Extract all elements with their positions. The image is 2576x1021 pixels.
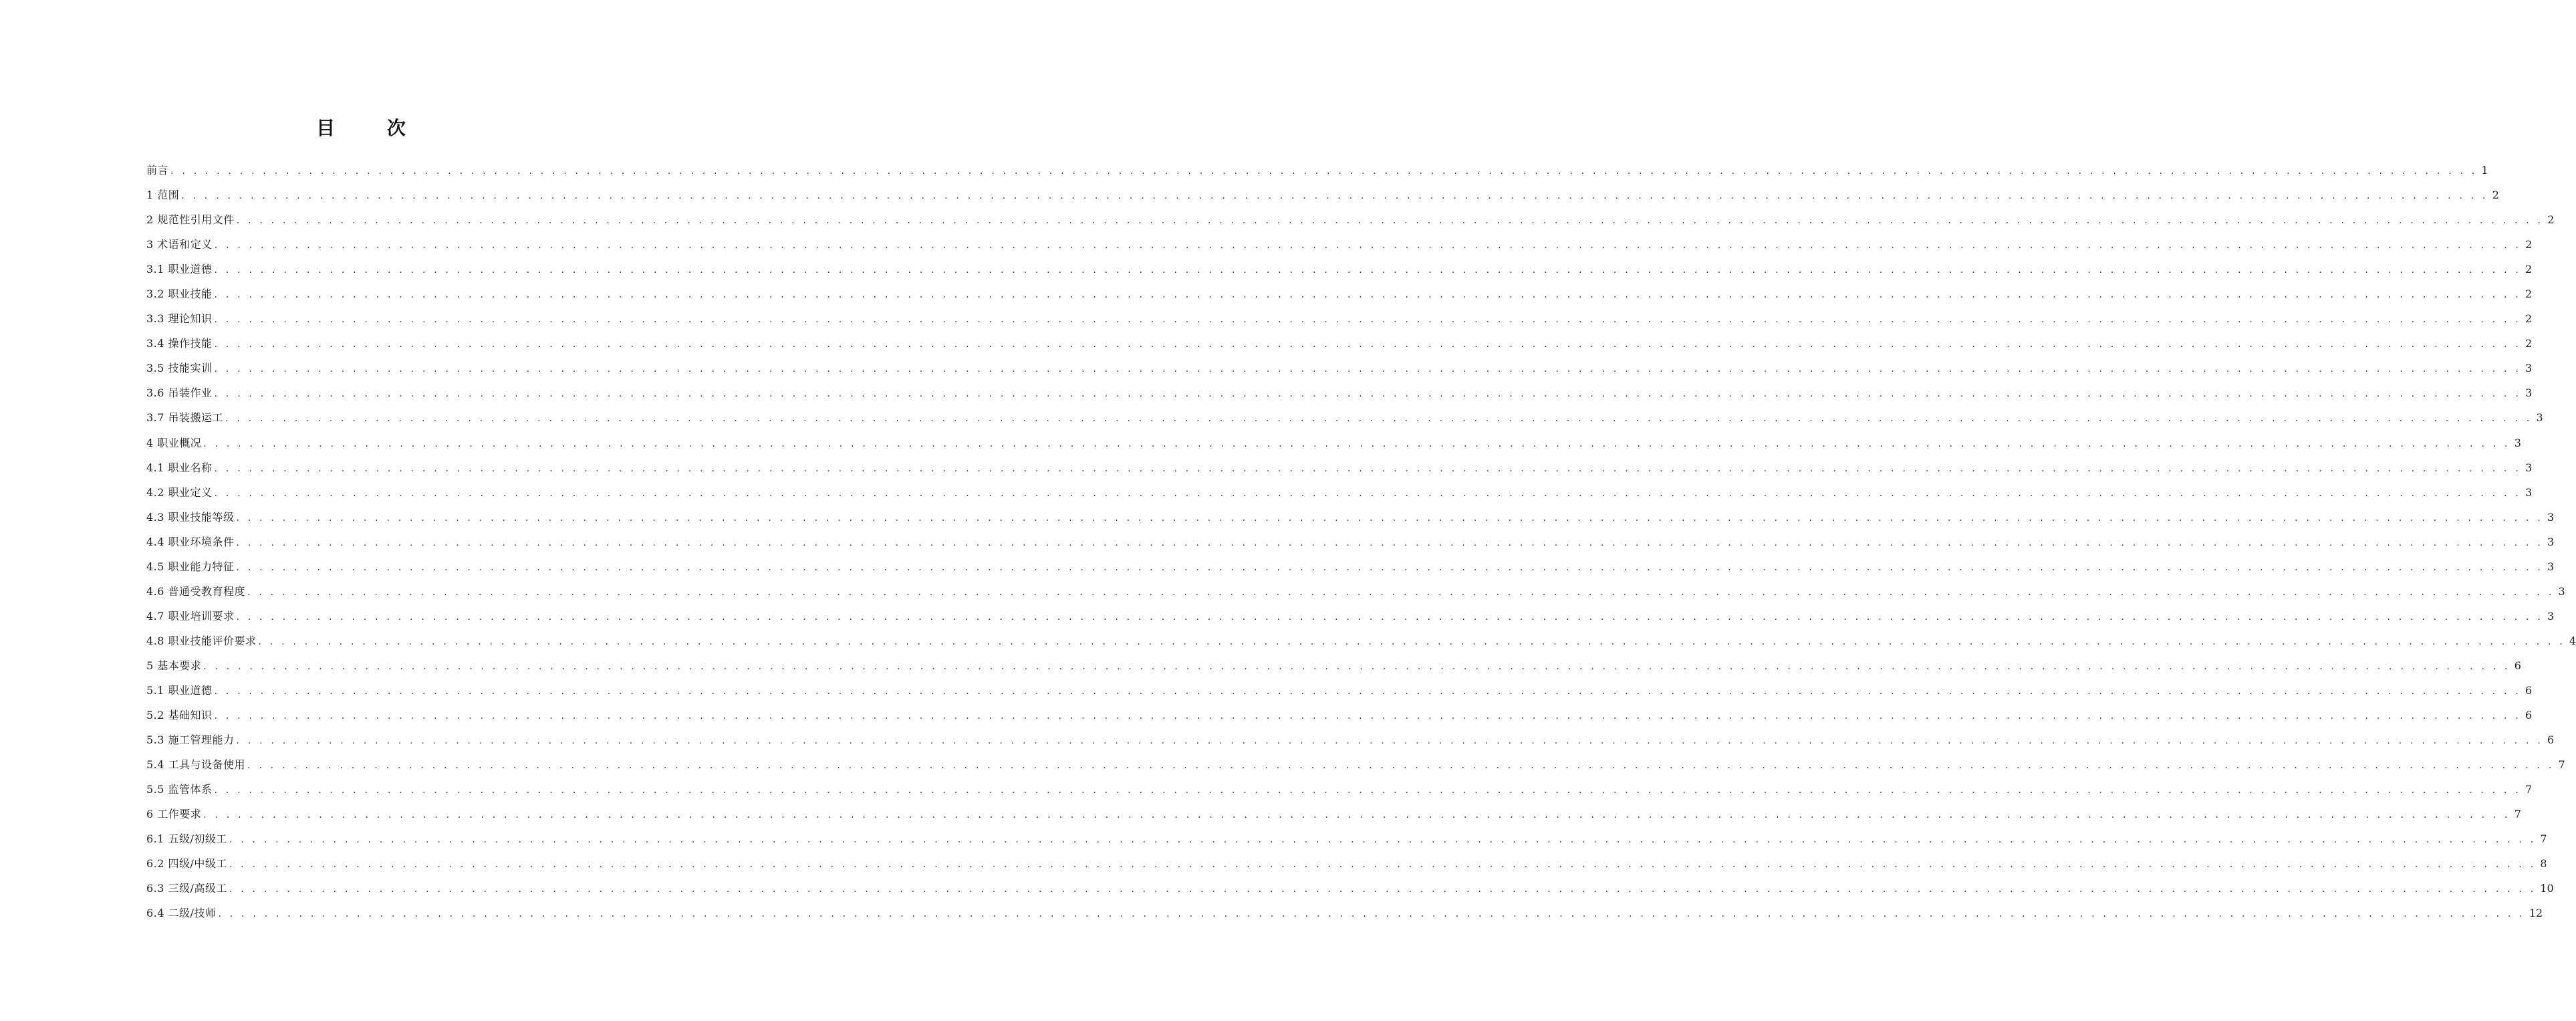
toc-entry-label: 4.8 职业技能评价要求 [146,634,257,647]
toc-entry-page-number: 3 [2525,485,2533,499]
toc-entry-leader-dots: . . . . . . . . . . . . . . . . . . . . . . . . . . . . . . . . . . . . . . . . . . . . . . . . . . . . . . . . . . . . . . . . . . . . . . . . . . . . . . . . . . . . . . . . . . . . . . . . . . . . . . . . . . . . . . . . . . . . . . . . . . . . . . . . . . . . . . . . . . . . . . . . . . . . . . . . . . . . . . . . . . . . . . . . . . . . . . . . . . . . . . . . . . . . . . . . . . . . . . . . [236,611,2543,622]
toc-entry[interactable] [146,554,2555,579]
toc-entry[interactable] [146,851,2547,876]
toc-entry-page-number: 2 [2525,238,2533,251]
toc-entry-label: 3.2 职业技能 [146,288,213,301]
toc-entry-label: 前言 [146,164,169,177]
toc-entry-page-number: 7 [2514,808,2521,821]
toc-entry-page-number: 3 [2514,436,2521,449]
toc-entry-leader-dots: . . . . . . . . . . . . . . . . . . . . . . . . . . . . . . . . . . . . . . . . . . . . . . . . . . . . . . . . . . . . . . . . . . . . . . . . . . . . . . . . . . . . . . . . . . . . . . . . . . . . . . . . . . . . . . . . . . . . . . . . . . . . . . . . . . . . . . . . . . . . . . . . . . . . . . . . . . . . . . . . . . . . . . . . . . . . . . . . . . . . . . . . . . . . . . . . . . . . . . . . [214,314,2521,326]
toc-entry-leader-dots: . . . . . . . . . . . . . . . . . . . . . . . . . . . . . . . . . . . . . . . . . . . . . . . . . . . . . . . . . . . . . . . . . . . . . . . . . . . . . . . . . . . . . . . . . . . . . . . . . . . . . . . . . . . . . . . . . . . . . . . . . . . . . . . . . . . . . . . . . . . . . . . . . . . . . . . . . . . . . . . . . . . . . . . . . . . . . . . . . . . . . . . . . . . . . . . . . . . . . . . . [214,487,2521,499]
toc-entry-leader-dots: . . . . . . . . . . . . . . . . . . . . . . . . . . . . . . . . . . . . . . . . . . . . . . . . . . . . . . . . . . . . . . . . . . . . . . . . . . . . . . . . . . . . . . . . . . . . . . . . . . . . . . . . . . . . . . . . . . . . . . . . . . . . . . . . . . . . . . . . . . . . . . . . . . . . . . . . . . . . . . . . . . . . . . . . . . . . . . . . . . . . . . . . . . . . . . . . . . . . . . . . [236,537,2543,548]
toc-entry-leader-dots: . . . . . . . . . . . . . . . . . . . . . . . . . . . . . . . . . . . . . . . . . . . . . . . . . . . . . . . . . . . . . . . . . . . . . . . . . . . . . . . . . . . . . . . . . . . . . . . . . . . . . . . . . . . . . . . . . . . . . . . . . . . . . . . . . . . . . . . . . . . . . . . . . . . . . . . . . . . . . . . . . . . . . . . . . . . . . . . . . . . . . . . . . . . . . . . . . . . . . . . . [247,586,2555,598]
toc-entry[interactable] [146,703,2533,727]
toc-entry-leader-dots: . . . . . . . . . . . . . . . . . . . . . . . . . . . . . . . . . . . . . . . . . . . . . . . . . . . . . . . . . . . . . . . . . . . . . . . . . . . . . . . . . . . . . . . . . . . . . . . . . . . . . . . . . . . . . . . . . . . . . . . . . . . . . . . . . . . . . . . . . . . . . . . . . . . . . . . . . . . . . . . . . . . . . . . . . . . . . . . . . . . . . . . . . . . . . . . . . . . . . . . . [214,711,2521,722]
toc-entry-label: 4.2 职业定义 [146,485,213,499]
toc-entry-page-number: 8 [2540,857,2547,871]
toc-entry-leader-dots: . . . . . . . . . . . . . . . . . . . . . . . . . . . . . . . . . . . . . . . . . . . . . . . . . . . . . . . . . . . . . . . . . . . . . . . . . . . . . . . . . . . . . . . . . . . . . . . . . . . . . . . . . . . . . . . . . . . . . . . . . . . . . . . . . . . . . . . . . . . . . . . . . . . . . . . . . . . . . . . . . . . . . . . . . . . . . . . . . . . . . . . . . . . . . . . . . . . . . . . . [214,240,2522,251]
toc-entry-page-number: 2 [2525,312,2533,326]
toc-entry-leader-dots: . . . . . . . . . . . . . . . . . . . . . . . . . . . . . . . . . . . . . . . . . . . . . . . . . . . . . . . . . . . . . . . . . . . . . . . . . . . . . . . . . . . . . . . . . . . . . . . . . . . . . . . . . . . . . . . . . . . . . . . . . . . . . . . . . . . . . . . . . . . . . . . . . . . . . . . . . . . . . . . . . . . . . . . . . . . . . . . . . . . . . . . . . . . . . . . . . . . . . . . . [218,909,2525,920]
toc-entry-leader-dots: . . . . . . . . . . . . . . . . . . . . . . . . . . . . . . . . . . . . . . . . . . . . . . . . . . . . . . . . . . . . . . . . . . . . . . . . . . . . . . . . . . . . . . . . . . . . . . . . . . . . . . . . . . . . . . . . . . . . . . . . . . . . . . . . . . . . . . . . . . . . . . . . . . . . . . . . . . . . . . . . . . . . . . . . . . . . . . . . . . . . . . . . . . . . . . . . . . . . . . . . [203,438,2510,449]
toc-entry-page-number: 2 [2492,189,2499,202]
toc-entry-leader-dots: . . . . . . . . . . . . . . . . . . . . . . . . . . . . . . . . . . . . . . . . . . . . . . . . . . . . . . . . . . . . . . . . . . . . . . . . . . . . . . . . . . . . . . . . . . . . . . . . . . . . . . . . . . . . . . . . . . . . . . . . . . . . . . . . . . . . . . . . . . . . . . . . . . . . . . . . . . . . . . . . . . . . . . . . . . . . . . . . . . . . . . . . . . . . . . . . . . . . . . . . [214,685,2521,697]
toc-entry-page-number: 3 [2525,386,2533,400]
toc-entry-leader-dots: . . . . . . . . . . . . . . . . . . . . . . . . . . . . . . . . . . . . . . . . . . . . . . . . . . . . . . . . . . . . . . . . . . . . . . . . . . . . . . . . . . . . . . . . . . . . . . . . . . . . . . . . . . . . . . . . . . . . . . . . . . . . . . . . . . . . . . . . . . . . . . . . . . . . . . . . . . . . . . . . . . . . . . . . . . . . . . . . . . . . . . . . . . . . . . . . . . . . . . . . [247,760,2555,772]
toc-entry-label: 4.7 职业培训要求 [146,609,235,622]
toc-entry-leader-dots: . . . . . . . . . . . . . . . . . . . . . . . . . . . . . . . . . . . . . . . . . . . . . . . . . . . . . . . . . . . . . . . . . . . . . . . . . . . . . . . . . . . . . . . . . . . . . . . . . . . . . . . . . . . . . . . . . . . . . . . . . . . . . . . . . . . . . . . . . . . . . . . . . . . . . . . . . . . . . . . . . . . . . . . . . . . . . . . . . . . . . . . . . . . . . . . . . . . . . . . . [236,512,2543,524]
toc-entry-page-number: 3 [2547,560,2555,573]
toc-entry[interactable] [146,356,2533,380]
toc-entry-page-number: 12 [2529,907,2543,920]
toc-entry-leader-dots: . . . . . . . . . . . . . . . . . . . . . . . . . . . . . . . . . . . . . . . . . . . . . . . . . . . . . . . . . . . . . . . . . . . . . . . . . . . . . . . . . . . . . . . . . . . . . . . . . . . . . . . . . . . . . . . . . . . . . . . . . . . . . . . . . . . . . . . . . . . . . . . . . . . . . . . . . . . . . . . . . . . . . . . . . . . . . . . . . . . . . . . . . . . . . . . . . . . . . . . . [214,463,2521,474]
toc-entry-label: 3.7 吊装搬运工 [146,411,224,425]
toc-entry[interactable] [146,727,2555,752]
toc-entry[interactable] [146,431,2521,455]
toc-entry-label: 6.4 二级/技师 [146,907,217,920]
toc-entry-page-number: 1 [2481,164,2488,177]
toc-entry-leader-dots: . . . . . . . . . . . . . . . . . . . . . . . . . . . . . . . . . . . . . . . . . . . . . . . . . . . . . . . . . . . . . . . . . . . . . . . . . . . . . . . . . . . . . . . . . . . . . . . . . . . . . . . . . . . . . . . . . . . . . . . . . . . . . . . . . . . . . . . . . . . . . . . . . . . . . . . . . . . . . . . . . . . . . . . . . . . . . . . . . . . . . . . . . . . . . . . . . . . . . . . . [236,735,2543,747]
toc-entry[interactable] [146,331,2533,356]
toc-entry-label: 6.1 五级/初级工 [146,832,227,846]
toc-entry-page-number: 3 [2558,584,2565,598]
toc-entry[interactable] [146,480,2533,505]
toc-entry[interactable] [146,232,2533,257]
toc-entry[interactable] [146,752,2565,777]
toc-entry-page-number: 2 [2525,288,2533,301]
toc-entry[interactable] [146,604,2555,629]
toc-entry-label: 5.5 监管体系 [146,783,213,796]
toc-entry-page-number: 6 [2525,683,2533,697]
toc-entry-page-number: 6 [2547,733,2555,747]
toc-entry-label: 3.4 操作技能 [146,337,213,350]
toc-entry-page-number: 6 [2514,659,2521,672]
toc-entry-label: 4.4 职业环境条件 [146,535,235,548]
toc-entry-label: 6.2 四级/中级工 [146,857,227,871]
toc-entry-label: 4.3 职业技能等级 [146,510,235,524]
toc-entry[interactable] [146,505,2555,530]
toc-entry-page-number: 2 [2525,263,2533,276]
toc-entry[interactable] [146,777,2533,802]
toc-entry[interactable] [146,876,2554,901]
toc-entry[interactable] [146,629,2576,653]
toc-entry-label: 5.1 职业道德 [146,683,213,697]
toc-entry-page-number: 7 [2558,758,2565,772]
toc-entry-label: 4.6 普通受教育程度 [146,584,246,598]
toc-entry-label: 6.3 三级/高级工 [146,882,227,895]
toc-entry-leader-dots: . . . . . . . . . . . . . . . . . . . . . . . . . . . . . . . . . . . . . . . . . . . . . . . . . . . . . . . . . . . . . . . . . . . . . . . . . . . . . . . . . . . . . . . . . . . . . . . . . . . . . . . . . . . . . . . . . . . . . . . . . . . . . . . . . . . . . . . . . . . . . . . . . . . . . . . . . . . . . . . . . . . . . . . . . . . . . . . . . . . . . . . . . . . . . . . . . . . . . . . . [203,661,2510,672]
toc-title: 目 次 [316,117,428,139]
toc-entry[interactable] [146,579,2565,604]
toc-entry-label: 3 术语和定义 [146,238,213,251]
toc-entry-label: 3.3 理论知识 [146,312,213,326]
toc-entry-leader-dots: . . . . . . . . . . . . . . . . . . . . . . . . . . . . . . . . . . . . . . . . . . . . . . . . . . . . . . . . . . . . . . . . . . . . . . . . . . . . . . . . . . . . . . . . . . . . . . . . . . . . . . . . . . . . . . . . . . . . . . . . . . . . . . . . . . . . . . . . . . . . . . . . . . . . . . . . . . . . . . . . . . . . . . . . . . . . . . . . . . . . . . . . . . . . . . . . . . . . . . . . [229,884,2537,895]
toc-entry[interactable] [146,281,2533,306]
toc-entry-page-number: 3 [2536,411,2543,425]
toc-entry-leader-dots: . . . . . . . . . . . . . . . . . . . . . . . . . . . . . . . . . . . . . . . . . . . . . . . . . . . . . . . . . . . . . . . . . . . . . . . . . . . . . . . . . . . . . . . . . . . . . . . . . . . . . . . . . . . . . . . . . . . . . . . . . . . . . . . . . . . . . . . . . . . . . . . . . . . . . . . . . . . . . . . . . . . . . . . . . . . . . . . . . . . . . . . . . . . . . . . . . . . . . . . . [181,191,2488,202]
toc-entry-page-number: 2 [2547,213,2555,227]
toc-entry-label: 3.5 技能实训 [146,362,213,375]
toc-entry[interactable] [146,306,2533,331]
toc-entry-leader-dots: . . . . . . . . . . . . . . . . . . . . . . . . . . . . . . . . . . . . . . . . . . . . . . . . . . . . . . . . . . . . . . . . . . . . . . . . . . . . . . . . . . . . . . . . . . . . . . . . . . . . . . . . . . . . . . . . . . . . . . . . . . . . . . . . . . . . . . . . . . . . . . . . . . . . . . . . . . . . . . . . . . . . . . . . . . . . . . . . . . . . . . . . . . . . . . . . . . . . . . . . [214,388,2521,400]
toc-entry[interactable] [146,455,2533,480]
toc-entry-label: 4.1 职业名称 [146,461,213,474]
toc-entry-leader-dots: . . . . . . . . . . . . . . . . . . . . . . . . . . . . . . . . . . . . . . . . . . . . . . . . . . . . . . . . . . . . . . . . . . . . . . . . . . . . . . . . . . . . . . . . . . . . . . . . . . . . . . . . . . . . . . . . . . . . . . . . . . . . . . . . . . . . . . . . . . . . . . . . . . . . . . . . . . . . . . . . . . . . . . . . . . . . . . . . . . . . . . . . . . . . . . . . . . . . . . . . [214,339,2521,350]
toc-entry-leader-dots: . . . . . . . . . . . . . . . . . . . . . . . . . . . . . . . . . . . . . . . . . . . . . . . . . . . . . . . . . . . . . . . . . . . . . . . . . . . . . . . . . . . . . . . . . . . . . . . . . . . . . . . . . . . . . . . . . . . . . . . . . . . . . . . . . . . . . . . . . . . . . . . . . . . . . . . . . . . . . . . . . . . . . . . . . . . . . . . . . . . . . . . . . . . . . . . . . . . . . . . . [214,290,2521,301]
toc-entry-leader-dots: . . . . . . . . . . . . . . . . . . . . . . . . . . . . . . . . . . . . . . . . . . . . . . . . . . . . . . . . . . . . . . . . . . . . . . . . . . . . . . . . . . . . . . . . . . . . . . . . . . . . . . . . . . . . . . . . . . . . . . . . . . . . . . . . . . . . . . . . . . . . . . . . . . . . . . . . . . . . . . . . . . . . . . . . . . . . . . . . . . . . . . . . . . . . . . . . . . . . . . . . [214,265,2521,276]
toc-entry-label: 5.3 施工管理能力 [146,733,235,747]
toc-entry-label: 3.6 吊装作业 [146,386,213,400]
toc-entry-label: 2 规范性引用文件 [146,213,235,227]
toc-entry-leader-dots: . . . . . . . . . . . . . . . . . . . . . . . . . . . . . . . . . . . . . . . . . . . . . . . . . . . . . . . . . . . . . . . . . . . . . . . . . . . . . . . . . . . . . . . . . . . . . . . . . . . . . . . . . . . . . . . . . . . . . . . . . . . . . . . . . . . . . . . . . . . . . . . . . . . . . . . . . . . . . . . . . . . . . . . . . . . . . . . . . . . . . . . . . . . . . . . . . . . . . . . . [236,215,2544,227]
toc-entry-leader-dots: . . . . . . . . . . . . . . . . . . . . . . . . . . . . . . . . . . . . . . . . . . . . . . . . . . . . . . . . . . . . . . . . . . . . . . . . . . . . . . . . . . . . . . . . . . . . . . . . . . . . . . . . . . . . . . . . . . . . . . . . . . . . . . . . . . . . . . . . . . . . . . . . . . . . . . . . . . . . . . . . . . . . . . . . . . . . . . . . . . . . . . . . . . . . . . . . . . . . . . . . [214,785,2521,796]
toc-entry-leader-dots: . . . . . . . . . . . . . . . . . . . . . . . . . . . . . . . . . . . . . . . . . . . . . . . . . . . . . . . . . . . . . . . . . . . . . . . . . . . . . . . . . . . . . . . . . . . . . . . . . . . . . . . . . . . . . . . . . . . . . . . . . . . . . . . . . . . . . . . . . . . . . . . . . . . . . . . . . . . . . . . . . . . . . . . . . . . . . . . . . . . . . . . . . . . . . . . . . . . . . . . . [214,364,2521,375]
toc-entry[interactable] [146,405,2543,430]
toc-entry-page-number: 4 [2569,634,2576,647]
toc-entry-page-number: 3 [2525,362,2533,375]
toc-entry[interactable] [146,380,2533,405]
toc-entry-leader-dots: . . . . . . . . . . . . . . . . . . . . . . . . . . . . . . . . . . . . . . . . . . . . . . . . . . . . . . . . . . . . . . . . . . . . . . . . . . . . . . . . . . . . . . . . . . . . . . . . . . . . . . . . . . . . . . . . . . . . . . . . . . . . . . . . . . . . . . . . . . . . . . . . . . . . . . . . . . . . . . . . . . . . . . . . . . . . . . . . . . . . . . . . . . . . . . . . . . . . . . . . [170,166,2478,177]
toc-entry-page-number: 2 [2525,337,2533,350]
toc-entry-label: 4 职业概况 [146,436,202,449]
toc-entry-page-number: 3 [2547,535,2555,548]
toc-entry-leader-dots: . . . . . . . . . . . . . . . . . . . . . . . . . . . . . . . . . . . . . . . . . . . . . . . . . . . . . . . . . . . . . . . . . . . . . . . . . . . . . . . . . . . . . . . . . . . . . . . . . . . . . . . . . . . . . . . . . . . . . . . . . . . . . . . . . . . . . . . . . . . . . . . . . . . . . . . . . . . . . . . . . . . . . . . . . . . . . . . . . . . . . . . . . . . . . . . . . . . . . . . . [236,562,2543,573]
toc-entry-leader-dots: . . . . . . . . . . . . . . . . . . . . . . . . . . . . . . . . . . . . . . . . . . . . . . . . . . . . . . . . . . . . . . . . . . . . . . . . . . . . . . . . . . . . . . . . . . . . . . . . . . . . . . . . . . . . . . . . . . . . . . . . . . . . . . . . . . . . . . . . . . . . . . . . . . . . . . . . . . . . . . . . . . . . . . . . . . . . . . . . . . . . . . . . . . . . . . . . . . . . . . . . [225,413,2533,425]
toc-entry[interactable] [146,183,2499,207]
toc-entry-label: 6 工作要求 [146,808,202,821]
toc-entry-leader-dots: . . . . . . . . . . . . . . . . . . . . . . . . . . . . . . . . . . . . . . . . . . . . . . . . . . . . . . . . . . . . . . . . . . . . . . . . . . . . . . . . . . . . . . . . . . . . . . . . . . . . . . . . . . . . . . . . . . . . . . . . . . . . . . . . . . . . . . . . . . . . . . . . . . . . . . . . . . . . . . . . . . . . . . . . . . . . . . . . . . . . . . . . . . . . . . . . . . . . . . . . [229,859,2537,871]
toc-entry[interactable] [146,158,2488,183]
toc-entry-page-number: 7 [2525,783,2533,796]
toc-entry-page-number: 3 [2547,510,2555,524]
toc-entry[interactable] [146,257,2533,281]
toc-entry-page-number: 10 [2540,882,2554,895]
toc-entry-leader-dots: . . . . . . . . . . . . . . . . . . . . . . . . . . . . . . . . . . . . . . . . . . . . . . . . . . . . . . . . . . . . . . . . . . . . . . . . . . . . . . . . . . . . . . . . . . . . . . . . . . . . . . . . . . . . . . . . . . . . . . . . . . . . . . . . . . . . . . . . . . . . . . . . . . . . . . . . . . . . . . . . . . . . . . . . . . . . . . . . . . . . . . . . . . . . . . . . . . . . . . . . [229,834,2537,846]
toc-entry-label: 3.1 职业道德 [146,263,213,276]
toc-entry-page-number: 7 [2540,832,2547,846]
toc-entry[interactable] [146,530,2555,554]
toc-entry-page-number: 6 [2525,709,2533,722]
toc-entry-leader-dots: . . . . . . . . . . . . . . . . . . . . . . . . . . . . . . . . . . . . . . . . . . . . . . . . . . . . . . . . . . . . . . . . . . . . . . . . . . . . . . . . . . . . . . . . . . . . . . . . . . . . . . . . . . . . . . . . . . . . . . . . . . . . . . . . . . . . . . . . . . . . . . . . . . . . . . . . . . . . . . . . . . . . . . . . . . . . . . . . . . . . . . . . . . . . . . . . . . . . . . . . [203,810,2510,821]
toc-entry[interactable] [146,802,2521,826]
toc-entry-page-number: 3 [2525,461,2533,474]
toc-entry[interactable] [146,826,2547,851]
toc-entry-page-number: 3 [2547,609,2555,622]
toc-entry[interactable] [146,207,2555,232]
toc-entry-label: 5.4 工具与设备使用 [146,758,246,772]
toc-list [146,158,2576,925]
toc-entry-label: 5 基本要求 [146,659,202,672]
toc-entry[interactable] [146,653,2521,678]
toc-entry-label: 1 范围 [146,189,180,202]
toc-entry-leader-dots: . . . . . . . . . . . . . . . . . . . . . . . . . . . . . . . . . . . . . . . . . . . . . . . . . . . . . . . . . . . . . . . . . . . . . . . . . . . . . . . . . . . . . . . . . . . . . . . . . . . . . . . . . . . . . . . . . . . . . . . . . . . . . . . . . . . . . . . . . . . . . . . . . . . . . . . . . . . . . . . . . . . . . . . . . . . . . . . . . . . . . . . . . . . . . . . . . . . . . . . . [258,636,2565,647]
toc-entry[interactable] [146,901,2543,925]
toc-entry[interactable] [146,678,2533,703]
toc-entry-label: 4.5 职业能力特征 [146,560,235,573]
toc-entry-label: 5.2 基础知识 [146,709,213,722]
